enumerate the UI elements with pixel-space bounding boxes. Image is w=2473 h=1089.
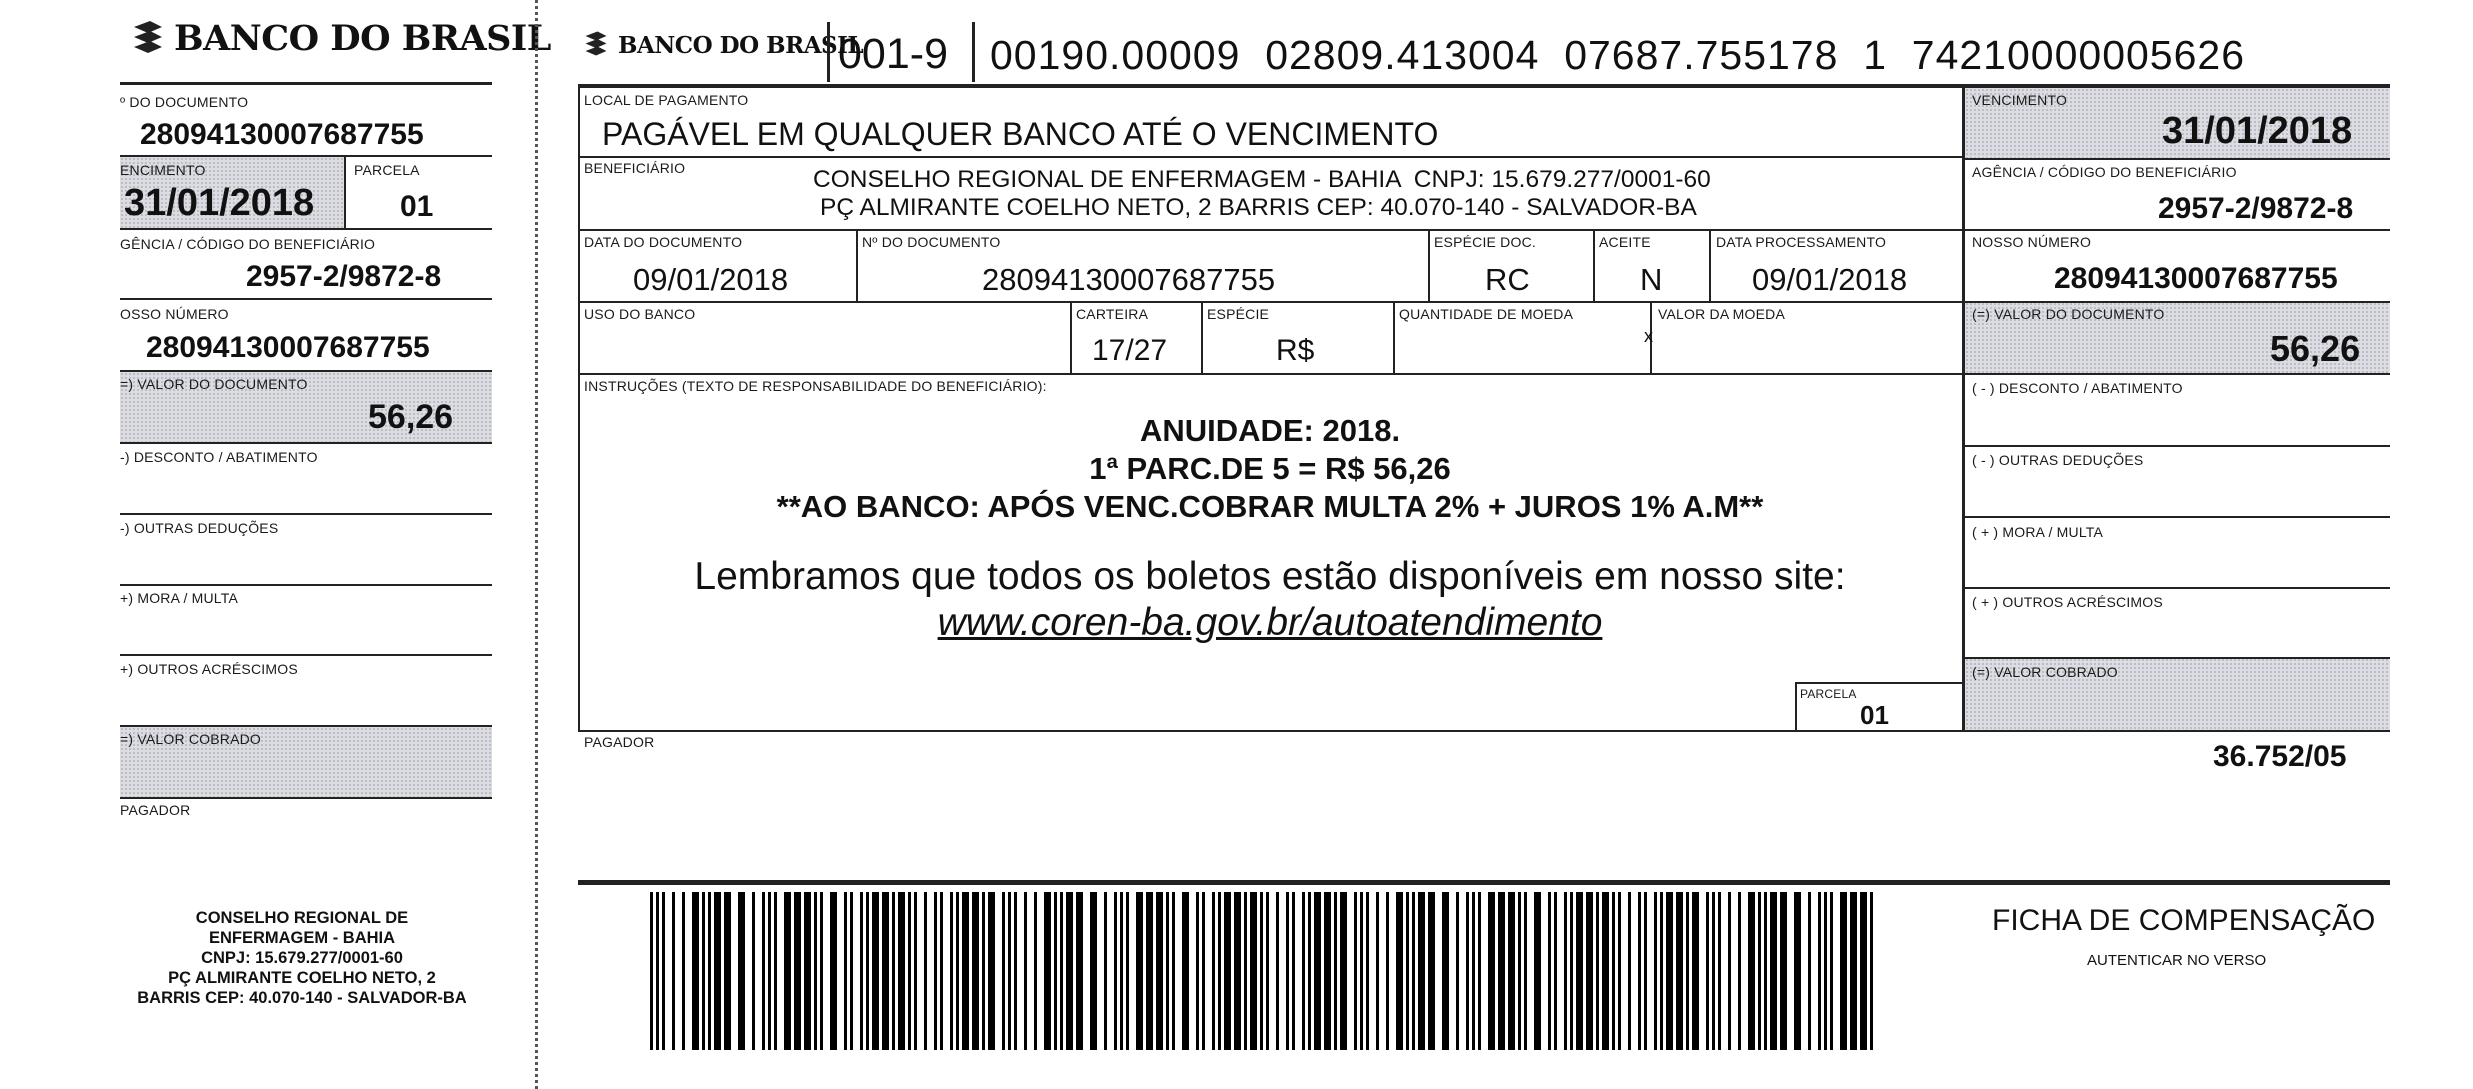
barcode-bar [1706,892,1709,1050]
barcode-bar [1314,892,1321,1050]
barcode-bar [1376,892,1379,1050]
barcode-bar [1260,892,1263,1050]
site-link[interactable]: www.coren-ba.gov.br/autoatendimento [937,601,1603,644]
barcode-bar [1618,892,1621,1050]
barcode-bar [850,892,853,1050]
label-mora: ( + ) MORA / MULTA [1972,524,2104,540]
stub-label-mora: +) MORA / MULTA [120,590,238,606]
barcode-bar [1794,892,1801,1050]
stub-agencia-value: 2957-2/9872-8 [246,260,442,293]
barcode-bar [1442,892,1449,1050]
barcode-bar [1360,892,1363,1050]
barcode-bar [1628,892,1631,1050]
barcode-bar [1218,892,1221,1050]
stub-label-documento: º DO DOCUMENTO [120,94,249,110]
label-valor-cobrado: (=) VALOR COBRADO [1972,664,2118,680]
barcode-bar [1104,892,1107,1050]
barcode-bar [1870,892,1873,1050]
barcode-bar [672,892,675,1050]
stub-label-agencia: GÊNCIA / CÓDIGO DO BENEFICIÁRIO [120,236,376,252]
barcode-bar [682,892,685,1050]
barcode-bar [1728,892,1731,1050]
barcode-bar [650,892,653,1050]
data-processamento-value: 09/01/2018 [1752,262,1908,297]
label-especie: ESPÉCIE [1207,306,1270,322]
barcode-bar [1396,892,1403,1050]
barcode-bar [1044,892,1051,1050]
barcode-bar [1060,892,1063,1050]
autenticar-text: AUTENTICAR NO VERSO [2087,952,2267,969]
barcode-bar [1456,892,1459,1050]
numero-documento-value: 28094130007687755 [982,262,1276,297]
barcode-bar [1090,892,1097,1050]
barcode-bar [1024,892,1027,1050]
barcode-bar [804,892,811,1050]
stub-label-desconto: -) DESCONTO / ABATIMENTO [120,449,318,465]
barcode-bar [752,892,755,1050]
barcode-bar [1666,892,1673,1050]
barcode-bar [1008,892,1011,1050]
parcela-value: 01 [1860,700,1889,730]
label-outros-acrescimos: ( + ) OUTROS ACRÉSCIMOS [1972,594,2163,610]
barcode-bar [1738,892,1741,1050]
carteira-value: 17/27 [1092,334,1168,367]
barcode-bar [866,892,869,1050]
beneficiario-line1: CONSELHO REGIONAL DE ENFERMAGEM - BAHIA CNPJ: 15.679.277/0001-60 [813,166,1711,193]
barcode-bar [962,892,969,1050]
label-pagador: PAGADOR [584,734,655,750]
barcode-bar [1534,892,1541,1050]
barcode-bar [872,892,879,1050]
beneficiario-line2: PÇ ALMIRANTE COELHO NETO, 2 BARRIS CEP: 40.070-140 - SALVADOR-BA [820,194,1697,221]
barcode-bar [1686,892,1689,1050]
barcode-bar [1114,892,1117,1050]
barcode-bar [1334,892,1337,1050]
stub-valor-documento-value: 56,26 [368,398,454,436]
stub-label-pagador: PAGADOR [120,802,191,818]
label-valor-documento: (=) VALOR DO DOCUMENTO [1972,306,2165,322]
label-instrucoes: INSTRUÇÕES (TEXTO DE RESPONSABILIDADE DO BENEFICIÁRIO): [584,378,1047,394]
barcode-bar [814,892,817,1050]
barcode-bar [1428,892,1435,1050]
barcode-bar [914,892,917,1050]
barcode-bar [1406,892,1409,1050]
barcode-bar [1780,892,1787,1050]
stub-beneficiary-line: ENFERMAGEM - BAHIA [208,929,396,947]
digitable-line: 00190.00009 02809.413004 07687.755178 1 74210000005626 [990,32,2246,78]
barcode-bar [1286,892,1289,1050]
stub-label-nosso-numero: OSSO NÚMERO [120,306,229,322]
barcode-bar [956,892,959,1050]
main-bank-name: BANCO DO BRASIL [618,31,864,59]
label-nosso-numero: NOSSO NÚMERO [1972,234,2092,250]
barcode-bar [1718,892,1721,1050]
barcode-bar [662,892,665,1050]
barcode-bar [1830,892,1833,1050]
barcode-bar [1612,892,1615,1050]
nosso-numero-value: 28094130007687755 [2054,262,2338,295]
barcode-bar [1472,892,1475,1050]
barcode-bar [1324,892,1331,1050]
barcode-bar [1548,892,1551,1050]
label-uso-banco: USO DO BANCO [584,306,696,322]
barcode-bar [1758,892,1761,1050]
barcode-bar [1570,892,1573,1050]
aceite-value: N [1640,262,1663,297]
stub-vencimento-value: 31/01/2018 [124,182,315,224]
barcode-bar [844,892,847,1050]
barcode-bar [1126,892,1129,1050]
barcode-bar [1136,892,1143,1050]
barcode-bar [702,892,705,1050]
especie-value: R$ [1276,334,1315,367]
bank-code: 001-9 [838,30,948,78]
barcode-bar [1498,892,1505,1050]
label-desconto: ( - ) DESCONTO / ABATIMENTO [1972,380,2183,396]
label-data-processamento: DATA PROCESSAMENTO [1716,234,1887,250]
barcode-bar [1418,892,1425,1050]
barcode-bar [982,892,985,1050]
stub-beneficiary-line: BARRIS CEP: 40.070-140 - SALVADOR-BA [137,989,467,1007]
barcode-bar [1818,892,1821,1050]
barcode-bar [1638,892,1641,1050]
barcode-bar [762,892,765,1050]
stub-label-outras-deducoes: -) OUTRAS DEDUÇÕES [120,520,279,536]
label-especie-doc: ESPÉCIE DOC. [1434,234,1536,250]
barcode-bar [1146,892,1153,1050]
instructions-block [578,412,1962,646]
barcode-bar [1172,892,1175,1050]
stub-label-valor-cobrado: =) VALOR COBRADO [120,731,262,747]
barcode-bar [1644,892,1647,1050]
barcode-bar [738,892,745,1050]
barcode-bar [882,892,889,1050]
barcode-bar [774,892,777,1050]
barcode-bar [1840,892,1847,1050]
barcode-bar [972,892,979,1050]
stub-bank-logo [130,18,551,59]
barcode-bar [1488,892,1495,1050]
reminder-text: Lembramos que todos os boletos estão disponíveis em nosso site: [694,555,1846,598]
bank-logo-icon [130,19,166,59]
stub-label-outros-acrescimos: +) OUTROS ACRÉSCIMOS [120,661,298,677]
stub-label-parcela: PARCELA [354,162,420,178]
stub-nosso-numero-value: 28094130007687755 [146,331,430,364]
stub-beneficiary-line: PÇ ALMIRANTE COELHO NETO, 2 [168,969,436,987]
label-beneficiario: BENEFICIÁRIO [584,160,686,176]
barcode-bar [940,892,943,1050]
especie-doc-value: RC [1485,262,1530,297]
bank-logo-icon [582,30,610,60]
barcode-bar [784,892,791,1050]
stub-beneficiary-line: CONSELHO REGIONAL DE [195,909,409,927]
label-carteira: CARTEIRA [1076,306,1149,322]
barcode-bar [1508,892,1515,1050]
tear-line [535,0,538,1089]
barcode-bar [1478,892,1481,1050]
barcode-bar [1524,892,1527,1050]
label-vencimento: VENCIMENTO [1972,92,2068,108]
instruction-line: 1ª PARC.DE 5 = R$ 56,26 [1089,451,1451,486]
barcode-bar [1014,892,1017,1050]
barcode-bar [1034,892,1037,1050]
quantidade-x: x [1644,326,1653,346]
stub-label-vencimento: ENCIMENTO [120,162,206,178]
barcode-bar [1302,892,1305,1050]
barcode-bar [1276,892,1279,1050]
barcode-bar [1076,892,1083,1050]
instruction-line: **AO BANCO: APÓS VENC.COBRAR MULTA 2% + JUROS 1% A.M** [776,489,1764,524]
label-valor-moeda: VALOR DA MOEDA [1658,306,1786,322]
reference-number: 36.752/05 [2213,740,2347,773]
data-documento-value: 09/01/2018 [633,262,789,297]
barcode-bar [1748,892,1755,1050]
barcode [650,892,1875,1050]
stub-label-valor-documento: =) VALOR DO DOCUMENTO [120,376,308,392]
barcode-bar [1676,892,1683,1050]
stub-documento-value: 28094130007687755 [140,118,424,151]
barcode-bar [950,892,953,1050]
barcode-bar [1182,892,1189,1050]
barcode-bar [1266,892,1269,1050]
local-pagamento-value: PAGÁVEL EM QUALQUER BANCO ATÉ O VENCIMENTO [602,116,1439,152]
barcode-bar [1466,892,1469,1050]
barcode-bar [1712,892,1715,1050]
barcode-bar [1366,892,1369,1050]
barcode-bar [1586,892,1593,1050]
barcode-bar [1654,892,1657,1050]
barcode-bar [1292,892,1295,1050]
barcode-bar [1602,892,1609,1050]
barcode-bar [1354,892,1357,1050]
barcode-bar [1224,892,1231,1050]
barcode-bar [1066,892,1073,1050]
barcode-bar [1412,892,1415,1050]
barcode-bar [1764,892,1767,1050]
barcode-bar [1576,892,1583,1050]
main-bank-logo [582,30,863,60]
label-agencia: AGÊNCIA / CÓDIGO DO BENEFICIÁRIO [1972,164,2237,180]
vencimento-value: 31/01/2018 [2162,110,2353,152]
barcode-bar [714,892,721,1050]
barcode-bar [1518,892,1521,1050]
barcode-bar [1120,892,1123,1050]
barcode-bar [1156,892,1163,1050]
label-local-pagamento: LOCAL DE PAGAMENTO [584,92,749,108]
barcode-bar [1234,892,1241,1050]
barcode-bar [708,892,711,1050]
barcode-bar [1808,892,1811,1050]
label-quantidade-moeda: QUANTIDADE DE MOEDA [1399,306,1574,322]
barcode-bar [1054,892,1057,1050]
barcode-bar [1692,892,1699,1050]
barcode-bar [1850,892,1857,1050]
stub-bank-name: BANCO DO BRASIL [174,18,551,59]
instruction-line: ANUIDADE: 2018. [1139,413,1401,448]
barcode-bar [898,892,905,1050]
barcode-bar [1308,892,1311,1050]
barcode-bar [892,892,895,1050]
barcode-bar [830,892,837,1050]
barcode-bar [656,892,659,1050]
barcode-bar [924,892,927,1050]
ficha-title: FICHA DE COMPENSAÇÃO [1992,904,2376,937]
barcode-bar [1386,892,1389,1050]
barcode-bar [1250,892,1257,1050]
valor-documento-value: 56,26 [2270,328,2361,369]
barcode-bar [724,892,731,1050]
barcode-bar [988,892,995,1050]
barcode-bar [908,892,911,1050]
barcode-bar [1212,892,1215,1050]
agencia-value: 2957-2/9872-8 [2158,192,2354,225]
label-numero-documento: Nº DO DOCUMENTO [862,234,1001,250]
barcode-bar [1202,892,1205,1050]
stub-parcela-value: 01 [400,190,434,223]
barcode-bar [794,892,801,1050]
barcode-bar [934,892,937,1050]
barcode-bar [1196,892,1199,1050]
barcode-bar [1244,892,1247,1050]
barcode-bar [768,892,771,1050]
barcode-bar [820,892,823,1050]
label-parcela: PARCELA [1800,687,1857,701]
barcode-bar [1660,892,1663,1050]
barcode-bar [1554,892,1557,1050]
barcode-bar [1002,892,1005,1050]
barcode-bar [860,892,863,1050]
barcode-bar [1340,892,1347,1050]
barcode-bar [1824,892,1827,1050]
label-aceite: ACEITE [1599,234,1651,250]
barcode-bar [1596,892,1599,1050]
label-data-documento: DATA DO DOCUMENTO [584,234,743,250]
barcode-bar [1770,892,1777,1050]
barcode-bar [1564,892,1567,1050]
stub-beneficiary-block [112,908,492,1008]
stub-beneficiary-line: CNPJ: 15.679.277/0001-60 [201,949,403,967]
barcode-bar [692,892,699,1050]
barcode-bar [1166,892,1169,1050]
barcode-bar [1860,892,1867,1050]
label-outras-deducoes: ( - ) OUTRAS DEDUÇÕES [1972,452,2144,468]
